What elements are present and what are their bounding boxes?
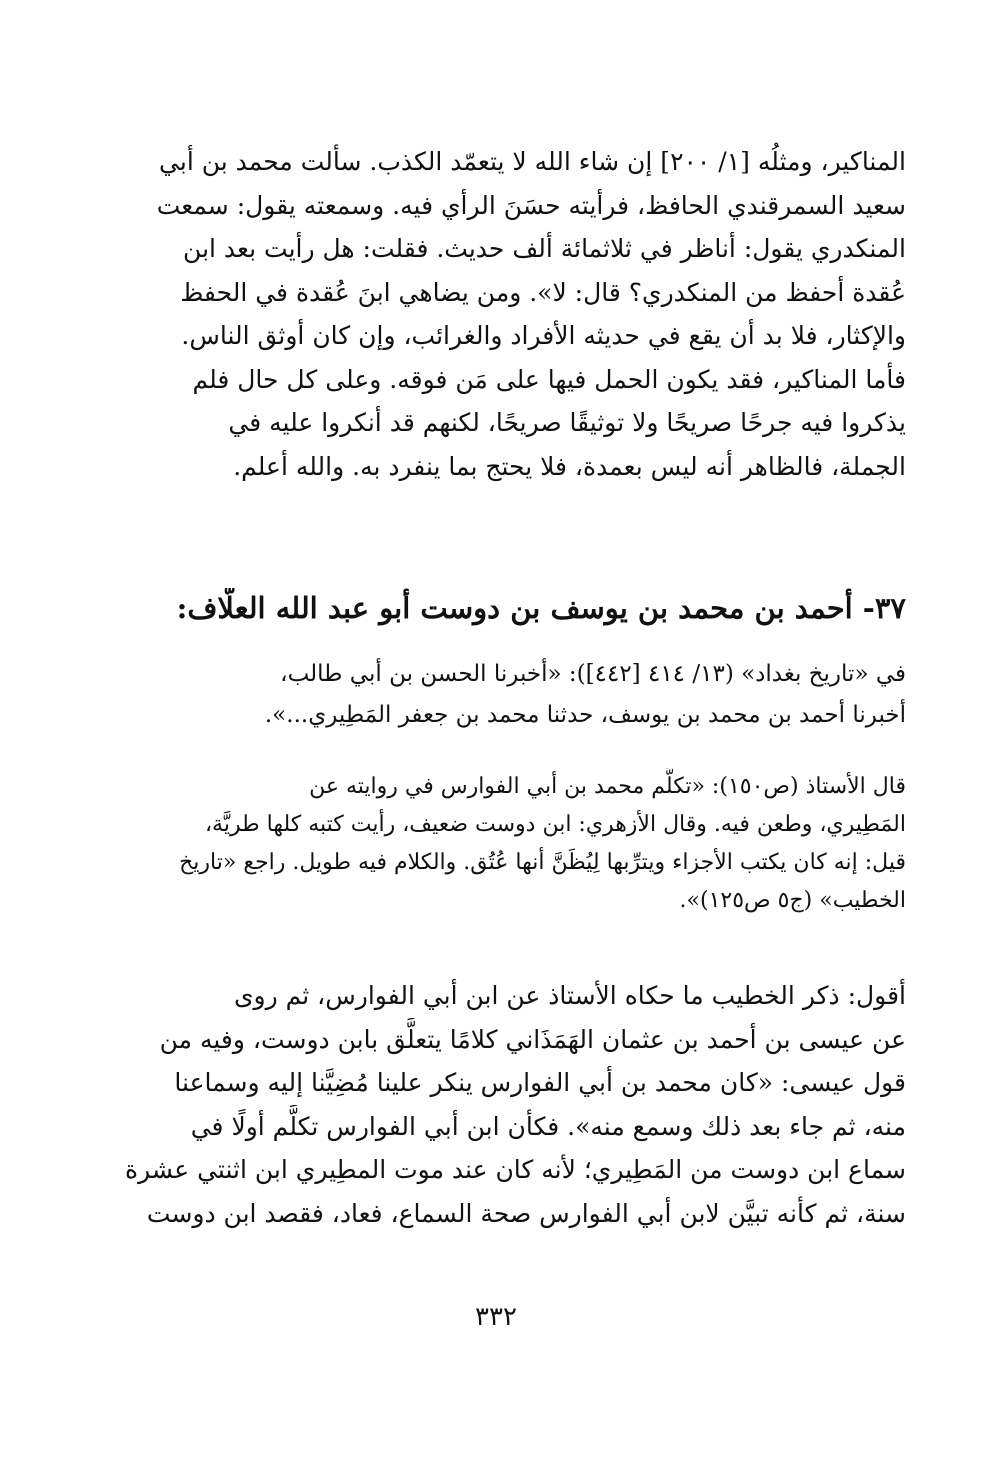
text-line: المَطِيري، وطعن فيه. وقال الأزهري: ابن دوست ضعيف، رأيت كتبه كلها طريَّة، — [204, 812, 906, 837]
text-line: الخطيب» (ج٥ ص١٢٥)». — [679, 888, 906, 913]
text-line: سعيد السمرقندي الحافظ، فرأيته حسَنَ الرأي فيه. وسمعته يقول: سمعت — [156, 190, 906, 220]
paragraph-3 — [96, 768, 906, 920]
entry-heading — [96, 588, 906, 628]
text-line: قول عيسى: «كان محمد بن أبي الفوارس ينكر علينا مُضِيَّنا إليه وسماعنا — [174, 1068, 906, 1097]
paragraph-2 — [96, 654, 906, 736]
text-line: قيل: إنه كان يكتب الأجزاء ويترِّبها لِيُظَنَّ أنها عُتُق. والكلام فيه طويل. راجع «تاريخ — [179, 850, 906, 875]
text-line: منه، ثم جاء بعد ذلك وسمع منه». فكأن ابن أبي الفوارس تكلَّم أولًا في — [190, 1111, 906, 1141]
text-line: فأما المناكير، فقد يكون الحمل فيها على مَن فوقه. وعلى كل حال فلم — [192, 364, 906, 394]
text-line: عُقدة أحفظ من المنكدري؟ قال: لا». ومن يضاهي ابنَ عُقدة في الحفظ — [180, 277, 906, 307]
text-line: أخبرنا أحمد بن محمد بن يوسف، حدثنا محمد بن جعفر المَطِيري...». — [264, 702, 906, 728]
text-line: قال الأستاذ (ص١٥٠): «تكلَّم محمد بن أبي الفوارس في روايته عن — [309, 774, 906, 799]
paragraph-1 — [96, 140, 906, 488]
text-line: عن عيسى بن أحمد بن عثمان الهَمَذَاني كلامًا يتعلَّق بابن دوست، وفيه من — [159, 1024, 906, 1054]
page-number: ٣٣٢ — [475, 1302, 517, 1332]
text-line: سنة، ثم كأنه تبيَّن لابن أبي الفوارس صحة السماع، فعاد، فقصد ابن دوست — [146, 1198, 906, 1228]
text-line: والإكثار، فلا بد أن يقع في حديثه الأفراد والغرائب، وإن كان أوثق الناس. — [181, 321, 906, 350]
text-line: سماع ابن دوست من المَطِيري؛ لأنه كان عند موت المطِيري ابن اثنتي عشرة — [125, 1155, 906, 1184]
text-line: في «تاريخ بغداد» (١٣/ ٤١٤ [٤٤٢]): «أخبرنا الحسن بن أبي طالب، — [280, 661, 906, 687]
entry-heading-text: ٣٧- أحمد بن محمد بن يوسف بن دوست أبو عبد الله العلَّاف: — [176, 591, 906, 625]
text-line: المنكدري يقول: أناظر في ثلاثمائة ألف حديث. فقلت: هل رأيت بعد ابن — [183, 234, 906, 263]
paragraph-4 — [96, 974, 906, 1235]
text-line: الجملة، فالظاهر أنه ليس بعمدة، فلا يحتج بما ينفرد به. والله أعلم. — [233, 451, 906, 481]
text-line: المناكير، ومثلُه [١/ ٢٠٠] إن شاء الله لا يتعمّد الكذب. سألت محمد بن أبي — [159, 147, 906, 176]
text-line: يذكروا فيه جرحًا صريحًا ولا توثيقًا صريحًا، لكنهم قد أنكروا عليه في — [228, 408, 906, 437]
text-line: أقول: ذكر الخطيب ما حكاه الأستاذ عن ابن أبي الفوارس، ثم روى — [233, 981, 906, 1010]
